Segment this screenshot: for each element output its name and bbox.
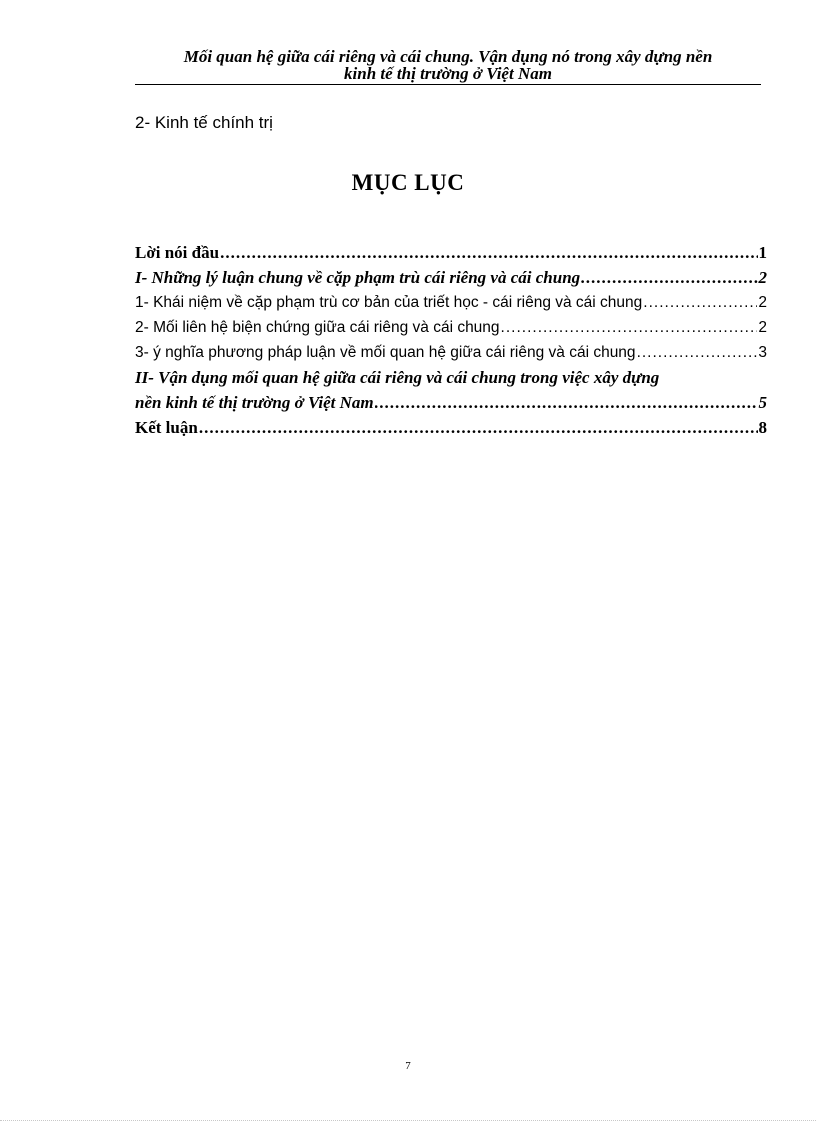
toc-entry-page: 1 [758, 243, 767, 262]
toc-entry-part-2-last-line [135, 390, 767, 415]
toc-leader [220, 240, 757, 265]
toc-entry-page: 8 [758, 418, 767, 437]
toc-entry-label: 3- ý nghĩa phương pháp luận về mối quan hệ giữa cái riêng và cái chung [135, 344, 636, 361]
toc-entry-conclusion[interactable] [135, 415, 767, 440]
toc-entry-page: 3 [758, 344, 767, 361]
toc-leader [375, 390, 758, 415]
toc-entry-label: 1- Khái niệm về cặp phạm trù cơ bản của triết học - cái riêng và cái chung [135, 294, 643, 311]
toc-entry-page: 2 [758, 294, 767, 311]
subject-label: 2- Kinh tế chính trị [135, 113, 273, 132]
toc-entry-section-2[interactable] [135, 315, 767, 340]
toc-entry-label: nền kinh tế thị trường ở Việt Nam [135, 393, 374, 412]
page-number: 7 [405, 1060, 411, 1072]
toc-leader [199, 415, 758, 440]
toc-leader [501, 315, 758, 340]
toc-leader [637, 340, 758, 365]
toc-entry-label: Lời nói đầu [135, 243, 220, 262]
toc-entry-label-line-1: II- Vận dụng mối quan hệ giữa cái riêng và cái chung trong việc xây dựng [135, 368, 660, 387]
toc-entry-section-1[interactable] [135, 290, 767, 315]
toc-entry-part-1[interactable] [135, 265, 767, 290]
toc-entry-page: 2 [758, 268, 767, 287]
toc-title: MỤC LỤC [351, 170, 465, 195]
toc-entry-page: 2 [758, 319, 767, 336]
toc-leader [581, 265, 757, 290]
toc-entry-introduction[interactable] [135, 240, 767, 265]
footer-divider [0, 1120, 816, 1121]
header-line-2: kinh tế thị trường ở Việt Nam [344, 64, 552, 83]
table-of-contents [135, 240, 767, 440]
toc-entry-label: I- Những lý luận chung về cặp phạm trù cái riêng và cái chung [135, 268, 581, 287]
toc-entry-part-2[interactable] [135, 365, 767, 415]
toc-leader [643, 290, 757, 315]
toc-entry-page: 5 [758, 393, 767, 412]
toc-entry-label: Kết luận [135, 418, 198, 437]
toc-entry-label: 2- Mối liên hệ biện chứng giữa cái riêng và cái chung [135, 319, 500, 336]
header-line-1: Mối quan hệ giữa cái riêng và cái chung. Vận dụng nó trong xây dựng nền [183, 47, 713, 66]
running-header [135, 48, 761, 85]
toc-entry-section-3[interactable] [135, 340, 767, 365]
